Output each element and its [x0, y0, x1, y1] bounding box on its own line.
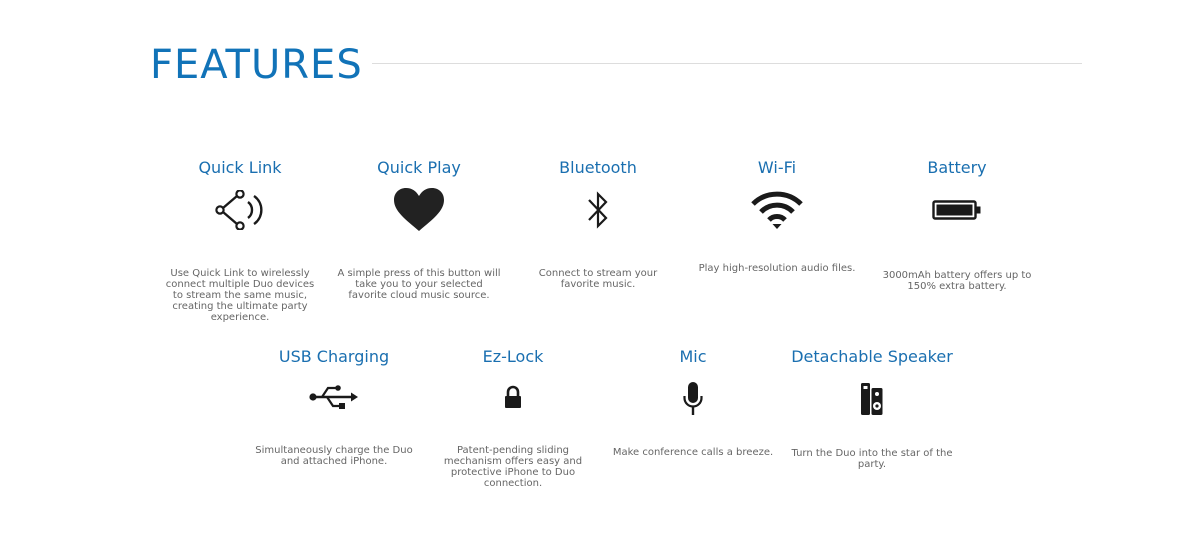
features-header — [150, 40, 1082, 90]
feature-description: Patent-pending sliding mechanism offers easy and protective iPhone to Duo connection. — [443, 445, 583, 489]
feature-title: Quick Link — [198, 158, 282, 177]
heart-icon — [393, 187, 445, 233]
wifi-icon — [751, 190, 803, 230]
feature-title: Mic — [679, 347, 707, 366]
feature-quick-link — [150, 158, 330, 323]
microphone-icon — [682, 381, 704, 417]
feature-mic — [603, 347, 783, 458]
usb-icon — [309, 384, 359, 410]
feature-ez-lock — [423, 347, 603, 489]
page-title: FEATURES — [150, 42, 363, 88]
feature-title: USB Charging — [278, 347, 390, 366]
feature-title: Quick Play — [377, 158, 461, 177]
feature-title: Bluetooth — [559, 158, 637, 177]
feature-bluetooth — [508, 158, 688, 290]
feature-usb-charging — [244, 347, 424, 467]
battery-icon — [932, 199, 982, 221]
feature-title: Detachable Speaker — [791, 347, 953, 366]
feature-description: 3000mAh battery offers up to 150% extra battery. — [882, 270, 1032, 292]
feature-title: Wi-Fi — [757, 158, 797, 177]
feature-description: Turn the Duo into the star of the party. — [791, 448, 953, 470]
share-link-icon — [214, 190, 266, 230]
feature-detachable-speaker — [782, 347, 962, 470]
feature-battery — [867, 158, 1047, 292]
feature-wifi — [687, 158, 867, 274]
feature-description: Connect to stream your favorite music. — [538, 268, 658, 290]
title-divider — [372, 63, 1082, 64]
feature-title: Battery — [927, 158, 987, 177]
feature-description: A simple press of this button will take you to your selected favorite cloud music source. — [337, 268, 501, 301]
lock-icon — [503, 385, 523, 409]
feature-quick-play — [329, 158, 509, 301]
bluetooth-icon — [586, 190, 610, 230]
feature-description: Make conference calls a breeze. — [612, 447, 774, 458]
feature-description: Simultaneously charge the Duo and attached iPhone. — [255, 445, 413, 467]
detachable-speaker-icon — [860, 382, 884, 416]
feature-description: Play high-resolution audio files. — [698, 263, 856, 274]
feature-description: Use Quick Link to wirelessly connect multiple Duo devices to stream the same music, creating the ultimate party experience. — [165, 268, 315, 323]
feature-title: Ez-Lock — [482, 347, 544, 366]
